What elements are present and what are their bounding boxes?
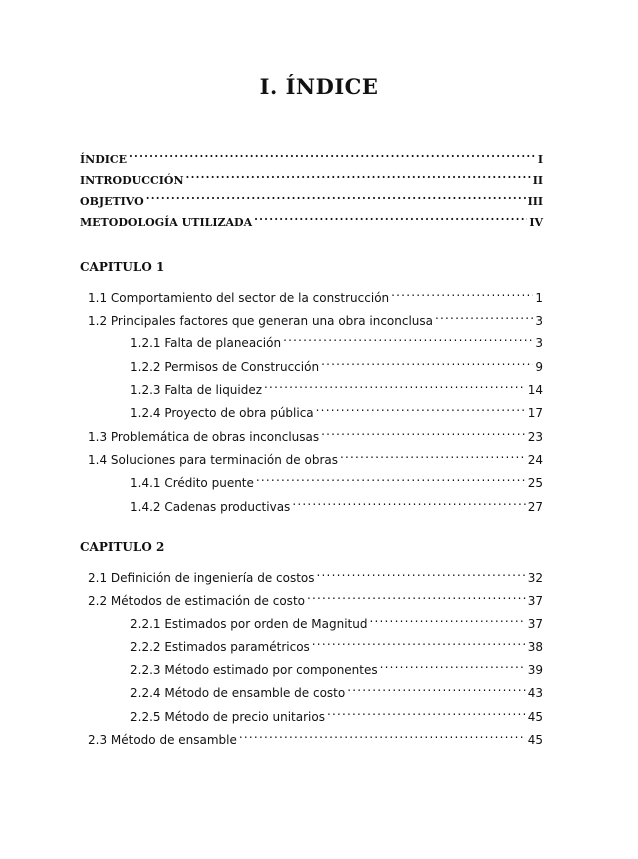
toc-entry — [88, 585, 543, 608]
toc-entry-label: 1.1 Comportamiento del sector de la construcción — [88, 291, 390, 305]
toc-entry-label: 1.2.2 Permisos de Construcción — [130, 360, 320, 374]
toc-entry-label: 1.4 Soluciones para terminación de obras — [88, 453, 338, 467]
toc-entry — [88, 562, 543, 585]
dot-leader — [380, 654, 526, 674]
toc-entry-objetivo — [80, 185, 543, 208]
dot-leader — [239, 724, 526, 744]
toc-entry — [130, 327, 543, 350]
toc-entry-label: ÍNDICE — [80, 153, 128, 166]
dot-leader — [292, 491, 525, 511]
toc-entry-introduccion — [80, 164, 543, 187]
dot-leader — [370, 608, 526, 628]
dot-leader — [254, 206, 527, 226]
toc-entry-label: 1.4.2 Cadenas productivas — [130, 500, 291, 514]
toc-entry-label: 2.1 Definición de ingeniería de costos — [88, 571, 315, 585]
toc-entry-page: 1 — [535, 291, 543, 305]
toc-entry-page: 23 — [527, 430, 543, 444]
toc-entry-label: 2.2.2 Estimados paramétricos — [130, 640, 310, 654]
dot-leader — [186, 164, 531, 184]
toc-entry-label: 1.3 Problemática de obras inconclusas — [88, 430, 320, 444]
toc-entry-page: 32 — [527, 571, 543, 585]
toc-entry — [130, 608, 543, 631]
toc-entry — [88, 421, 543, 444]
chapter-heading: CAPITULO 2 — [80, 540, 165, 554]
dot-leader — [146, 185, 526, 205]
toc-entry — [130, 654, 543, 677]
toc-entry-page: 24 — [527, 453, 543, 467]
toc-entry-indice — [80, 143, 543, 166]
toc-entry-page: 27 — [527, 500, 543, 514]
toc-entry — [88, 444, 543, 467]
toc-entry-page: II — [532, 174, 543, 187]
toc-entry-page: 17 — [527, 406, 543, 420]
toc-entry — [130, 397, 543, 420]
toc-entry-page: 45 — [527, 733, 543, 747]
toc-entry-page: 38 — [527, 640, 543, 654]
dot-leader — [307, 585, 526, 605]
toc-entry-page: 9 — [535, 360, 543, 374]
toc-entry-page: III — [527, 195, 543, 208]
toc-entry — [130, 701, 543, 724]
dot-leader — [347, 677, 526, 697]
dot-leader — [256, 467, 526, 487]
toc-entry — [130, 351, 543, 374]
toc-entry — [130, 631, 543, 654]
toc-entry-label: 2.2.5 Método de precio unitarios — [130, 710, 325, 724]
toc-entry-label: 2.2.4 Método de ensamble de costo — [130, 686, 346, 700]
toc-entry-page: 25 — [527, 476, 543, 490]
dot-leader — [129, 143, 536, 163]
dot-leader — [321, 421, 526, 441]
dot-leader — [391, 282, 533, 302]
toc-entry-label: 2.2.1 Estimados por orden de Magnitud — [130, 617, 368, 631]
toc-entry-page: 37 — [527, 617, 543, 631]
dot-leader — [435, 305, 533, 325]
toc-entry-page: 14 — [527, 383, 543, 397]
dot-leader — [264, 374, 526, 394]
toc-entry-label: 1.2.3 Falta de liquidez — [130, 383, 263, 397]
toc-entry-label: 2.2.3 Método estimado por componentes — [130, 663, 378, 677]
dot-leader — [340, 444, 526, 464]
toc-entry-label: 1.2.4 Proyecto de obra pública — [130, 406, 314, 420]
toc-entry-label: 1.2 Principales factores que generan una obra inconclusa — [88, 314, 434, 328]
toc-entry — [88, 724, 543, 747]
toc-entry-page: 45 — [527, 710, 543, 724]
toc-entry-label: OBJETIVO — [80, 195, 144, 208]
dot-leader — [327, 701, 526, 721]
chapter-heading: CAPITULO 1 — [80, 260, 165, 274]
toc-entry-page: 3 — [535, 314, 543, 328]
toc-entry — [88, 282, 543, 305]
dot-leader — [321, 351, 533, 371]
dot-leader — [283, 327, 533, 347]
toc-entry-page: IV — [529, 216, 543, 229]
toc-entry-page: 3 — [535, 336, 543, 350]
toc-entry-metodologia — [80, 206, 543, 229]
toc-entry — [130, 491, 543, 514]
toc-entry-label: 1.4.1 Crédito puente — [130, 476, 254, 490]
toc-entry-label: 2.3 Método de ensamble — [88, 733, 237, 747]
toc-entry — [88, 305, 543, 328]
toc-entry — [130, 677, 543, 700]
toc-entry-label: 2.2 Métodos de estimación de costo — [88, 594, 305, 608]
toc-entry — [130, 374, 543, 397]
dot-leader — [316, 397, 526, 417]
toc-entry-page: 39 — [527, 663, 543, 677]
toc-entry-label: METODOLOGÍA UTILIZADA — [80, 216, 253, 229]
dot-leader — [317, 562, 526, 582]
page-title: I. ÍNDICE — [259, 74, 379, 99]
toc-entry-page: 43 — [527, 686, 543, 700]
dot-leader — [312, 631, 526, 651]
toc-entry-page: I — [537, 153, 543, 166]
toc-entry-label: INTRODUCCIÓN — [80, 174, 184, 187]
toc-entry — [130, 467, 543, 490]
toc-entry-label: 1.2.1 Falta de planeación — [130, 336, 282, 350]
toc-entry-page: 37 — [527, 594, 543, 608]
